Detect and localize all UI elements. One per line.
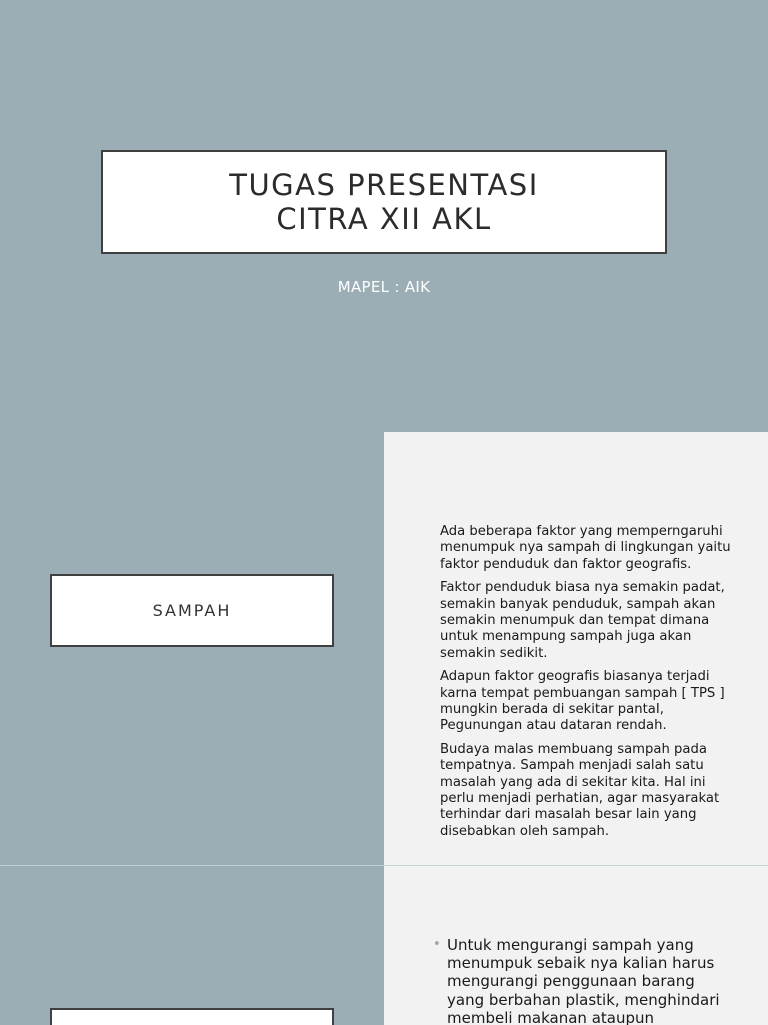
paragraph: Budaya malas membuang sampah pada tempatnya. Sampah menjadi salah satu masalah yang ada di sekitar kita. Hal ini perlu menjadi perhatian, agar masyarakat terhindar dari masalah besar lain yang disebabkan oleh sampah. xyxy=(440,742,720,839)
slide-3 xyxy=(0,865,768,1025)
bullet-item xyxy=(430,936,730,1025)
section-title-box xyxy=(50,574,334,647)
paragraph: Faktor penduduk biasa nya semakin padat, semakin banyak penduduk, sampah akan semakin menumpuk dan tempat dimana untuk menampung sampah juga akan semakin sedikit. xyxy=(440,580,725,661)
content-panel xyxy=(384,866,768,1025)
paragraph-list xyxy=(440,524,736,847)
paragraph: Ada beberapa faktor yang memperngaruhi menumpuk nya sampah di lingkungan yaitu faktor penduduk dan faktor geografis. xyxy=(440,524,731,572)
bullet-list xyxy=(430,936,730,1025)
presentation-title: TUGAS PRESENTASI CITRA XII AKL xyxy=(229,168,539,236)
section-title: SAMPAH xyxy=(152,601,232,620)
section-title-box xyxy=(50,1008,334,1025)
bullet-icon: • xyxy=(433,937,441,952)
presentation-subtitle: MAPEL : AIK xyxy=(337,278,431,296)
slide-1 xyxy=(0,0,768,432)
title-box xyxy=(101,150,667,254)
bullet-text: Untuk mengurangi sampah yang menumpuk sebaik nya kalian harus mengurangi penggunaan barang yang berbahan plastik, menghindari membeli makanan ataupun xyxy=(447,936,720,1025)
content-panel xyxy=(384,432,768,865)
paragraph: Adapun faktor geografis biasanya terjadi karna tempat pembuangan sampah [ TPS ] mungkin berada di sekitar pantaI, Pegunungan atau dataran rendah. xyxy=(440,669,725,734)
slide-2 xyxy=(0,432,768,865)
